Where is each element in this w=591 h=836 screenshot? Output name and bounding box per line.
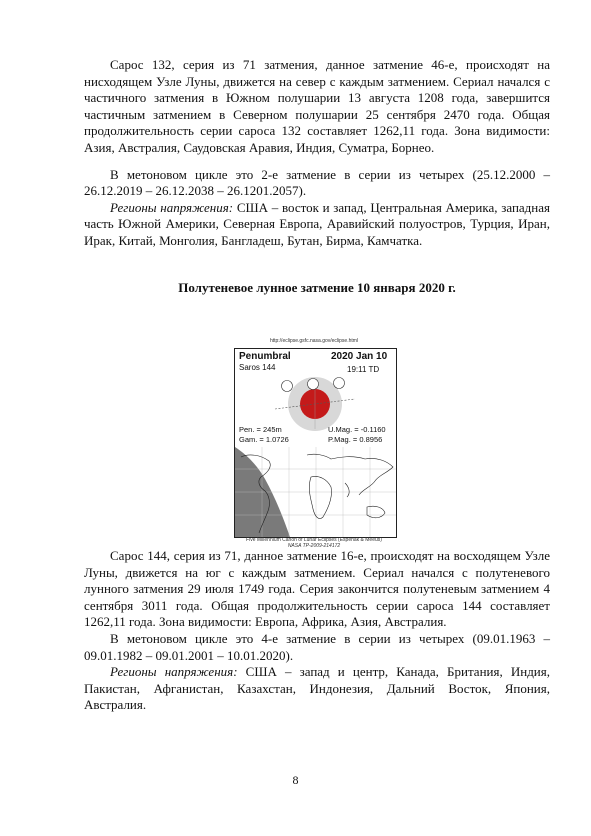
eclipse-type: Penumbral bbox=[239, 351, 291, 362]
eclipse-figure bbox=[230, 336, 398, 549]
regions-text: США – восток и запад, Центральная Америка, западная часть Южной Америки, Северная Европа, Аравийский полуостров, Турция, Иран, Ирак, Китай, Монголия, Бангладеш, Бутан, Бирма, Камчатка. bbox=[84, 199, 550, 248]
world-visibility-map bbox=[235, 447, 396, 537]
document-page-lower bbox=[84, 548, 550, 714]
figure-reference: NASA TP-2009-214172 bbox=[287, 543, 341, 549]
paragraph-regions-144 bbox=[84, 664, 550, 714]
section-title: Полутеневое лунное затмение 10 января 2020 г. bbox=[178, 279, 456, 295]
regions-label: Регионы напряжения: bbox=[110, 199, 234, 215]
moon-position-mid bbox=[308, 379, 319, 390]
eclipse-diagram bbox=[234, 348, 397, 538]
eclipse-time: 19:11 TD bbox=[347, 365, 380, 374]
penumbral-magnitude: P.Mag. = 0.8956 bbox=[328, 435, 383, 444]
gamma-value: Gam. = 1.0726 bbox=[239, 435, 289, 444]
paragraph-regions-132 bbox=[84, 200, 550, 250]
paragraph-saros-144: Сарос 144, серия из 71, данное затмение 16-е, происходят на восходящем Узле Луны, движется на юг с каждым затмением. Сериал начался с полутеневого лунного затмения 29 июля 1749 года. Серия закончится полутеневым затмением 4 сентября 3011 года. Общая продолжительность серии сароса 144 составляет 1262,11 года. Зона видимости: Европа, Африка, Азия, Австралия. bbox=[84, 548, 550, 630]
umbral-magnitude: U.Mag. = -0.1160 bbox=[328, 425, 386, 434]
paragraph-metonic-144: В метоновом цикле это 4-е затмение в серии из четырех (09.01.1963 – 09.01.1982 – 09.01.2001 – 10.01.2020). bbox=[84, 630, 550, 663]
figure-url: http://eclipse.gsfc.nasa.gov/eclipse.html bbox=[269, 338, 359, 344]
figure-caption: Five Millennium Canon of Lunar Eclipses (Espenak & Meeus) bbox=[246, 537, 382, 543]
page-number: 8 bbox=[292, 773, 299, 787]
moon-position-end bbox=[334, 378, 345, 389]
eclipse-date: 2020 Jan 10 bbox=[331, 351, 388, 362]
regions-label-2: Регионы напряжения: bbox=[110, 664, 238, 680]
moon-position-start bbox=[282, 381, 293, 392]
saros-number: Saros 144 bbox=[239, 363, 276, 372]
regions-text-2: США – запад и центр, Канада, Британия, Индия, Пакистан, Афганистан, Казахстан, Индонезия, Дальний Восток, Япония, Австралия. bbox=[84, 664, 550, 713]
document-page bbox=[84, 57, 550, 296]
paragraph-saros-132: Сарос 132, серия из 71 затмения, данное затмение 46-е, происходят на нисходящем Узле Луны, движется на север с каждым затмением. Сериал начался с частичного затмения в Южном полушарии 13 августа 1208 года, завершится частичным затмением в Северном полушарии 25 сентября 2470 года. Общая продолжительность серии сароса 132 составляет 1262,11 года. Зона видимости: Азия, Австралия, Саудовская Аравия, Индия, Суматра, Борнео. bbox=[84, 57, 550, 155]
shadow-diagram bbox=[235, 371, 396, 433]
penumbral-duration: Pen. = 245m bbox=[239, 425, 282, 434]
paragraph-metonic-132: В метоновом цикле это 2-е затмение в серии из четырех (25.12.2000 – 26.12.2019 – 26.12.2038 – 26.1201.2057). bbox=[84, 166, 550, 199]
